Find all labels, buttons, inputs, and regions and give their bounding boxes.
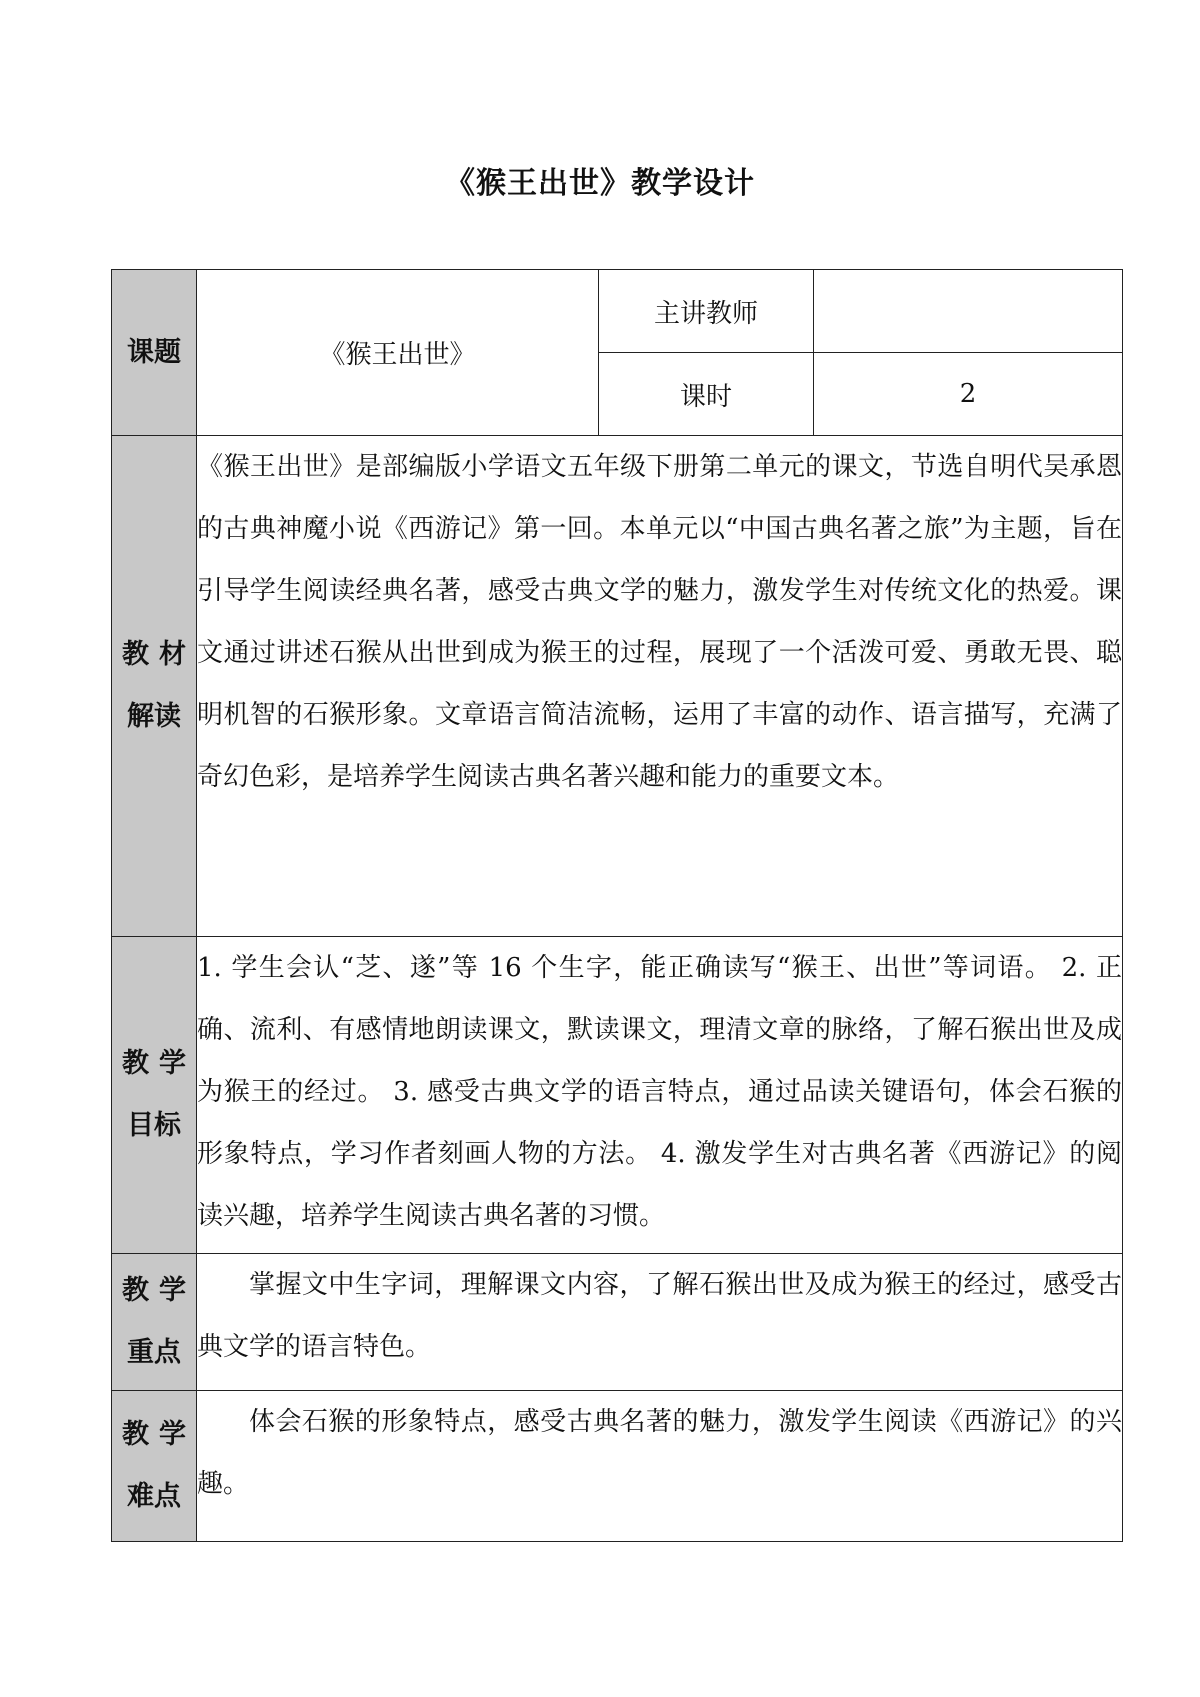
key-points-label-cell	[112, 1254, 197, 1391]
key-points-text: 掌握文中生字词，理解课文内容，了解石猴出世及成为猴王的经过，感受古典文学的语言特色。	[197, 1270, 1122, 1362]
topic-value: 《猴王出世》	[319, 340, 476, 370]
document-title: 《猴王出世》教学设计	[445, 166, 755, 201]
difficulties-label-line2: 难点	[127, 1481, 181, 1512]
material-label-line1: 教材	[122, 639, 196, 670]
material-row	[112, 436, 1123, 937]
key-points-label-line2: 重点	[127, 1337, 181, 1368]
difficulties-label-cell	[112, 1391, 197, 1542]
difficulties-text-cell	[197, 1391, 1123, 1542]
hours-label: 课时	[679, 381, 732, 412]
teacher-label-cell	[599, 270, 814, 353]
difficulties-row	[112, 1391, 1123, 1542]
material-label-cell	[112, 436, 197, 937]
topic-label: 课题	[127, 336, 181, 368]
goals-text-cell	[197, 937, 1123, 1254]
difficulties-label-line1: 教学	[122, 1419, 196, 1450]
difficulties-text: 体会石猴的形象特点，感受古典名著的魅力，激发学生阅读《西游记》的兴趣。	[197, 1407, 1122, 1499]
material-label-line2: 解读	[127, 701, 181, 732]
material-text: 《猴王出世》是部编版小学语文五年级下册第二单元的课文，节选自明代吴承恩的古典神魔小说《西游记》第一回。本单元以“中国古典名著之旅”为主题，旨在引导学生阅读经典名著，感受古典文学的魅力，激发学生对传统文化的热爱。课文通过讲述石猴从出世到成为猴王的过程，展现了一个活泼可爱、勇敢无畏、聪明机智的石猴形象。文章语言简洁流畅，运用了丰富的动作、语言描写，充满了奇幻色彩，是培养学生阅读古典名著兴趣和能力的重要文本。	[197, 452, 1122, 792]
hours-value: 2	[959, 379, 977, 409]
goals-text: 1. 学生会认“芝、遂”等 16 个生字，能正确读写“猴王、出世”等词语。 2. 正确、流利、有感情地朗读课文，默读课文，理清文章的脉络，了解石猴出世及成为猴王的经过。 3. 感受古典文学的语言特点，通过品读关键语句，体会石猴的形象特点，学习作者刻画人物的方法。 4. 激发学生对古典名著《西游记》的阅读兴趣，培养学生阅读古典名著的习惯。	[197, 953, 1122, 1231]
teacher-label: 主讲教师	[653, 298, 758, 329]
key-points-label-line1: 教学	[122, 1275, 196, 1306]
hours-value-cell	[814, 353, 1123, 436]
goals-row	[112, 937, 1123, 1254]
goals-label-line2: 目标	[127, 1110, 181, 1141]
topic-value-cell	[197, 270, 599, 436]
material-text-cell	[197, 436, 1123, 937]
goals-label-cell	[112, 937, 197, 1254]
teacher-value-cell	[814, 270, 1123, 353]
key-points-row	[112, 1254, 1123, 1391]
topic-row	[112, 270, 1123, 353]
lesson-plan-table	[111, 269, 1123, 1542]
hours-label-cell	[599, 353, 814, 436]
key-points-text-cell	[197, 1254, 1123, 1391]
topic-label-cell	[112, 270, 197, 436]
goals-label-line1: 教学	[122, 1048, 196, 1079]
